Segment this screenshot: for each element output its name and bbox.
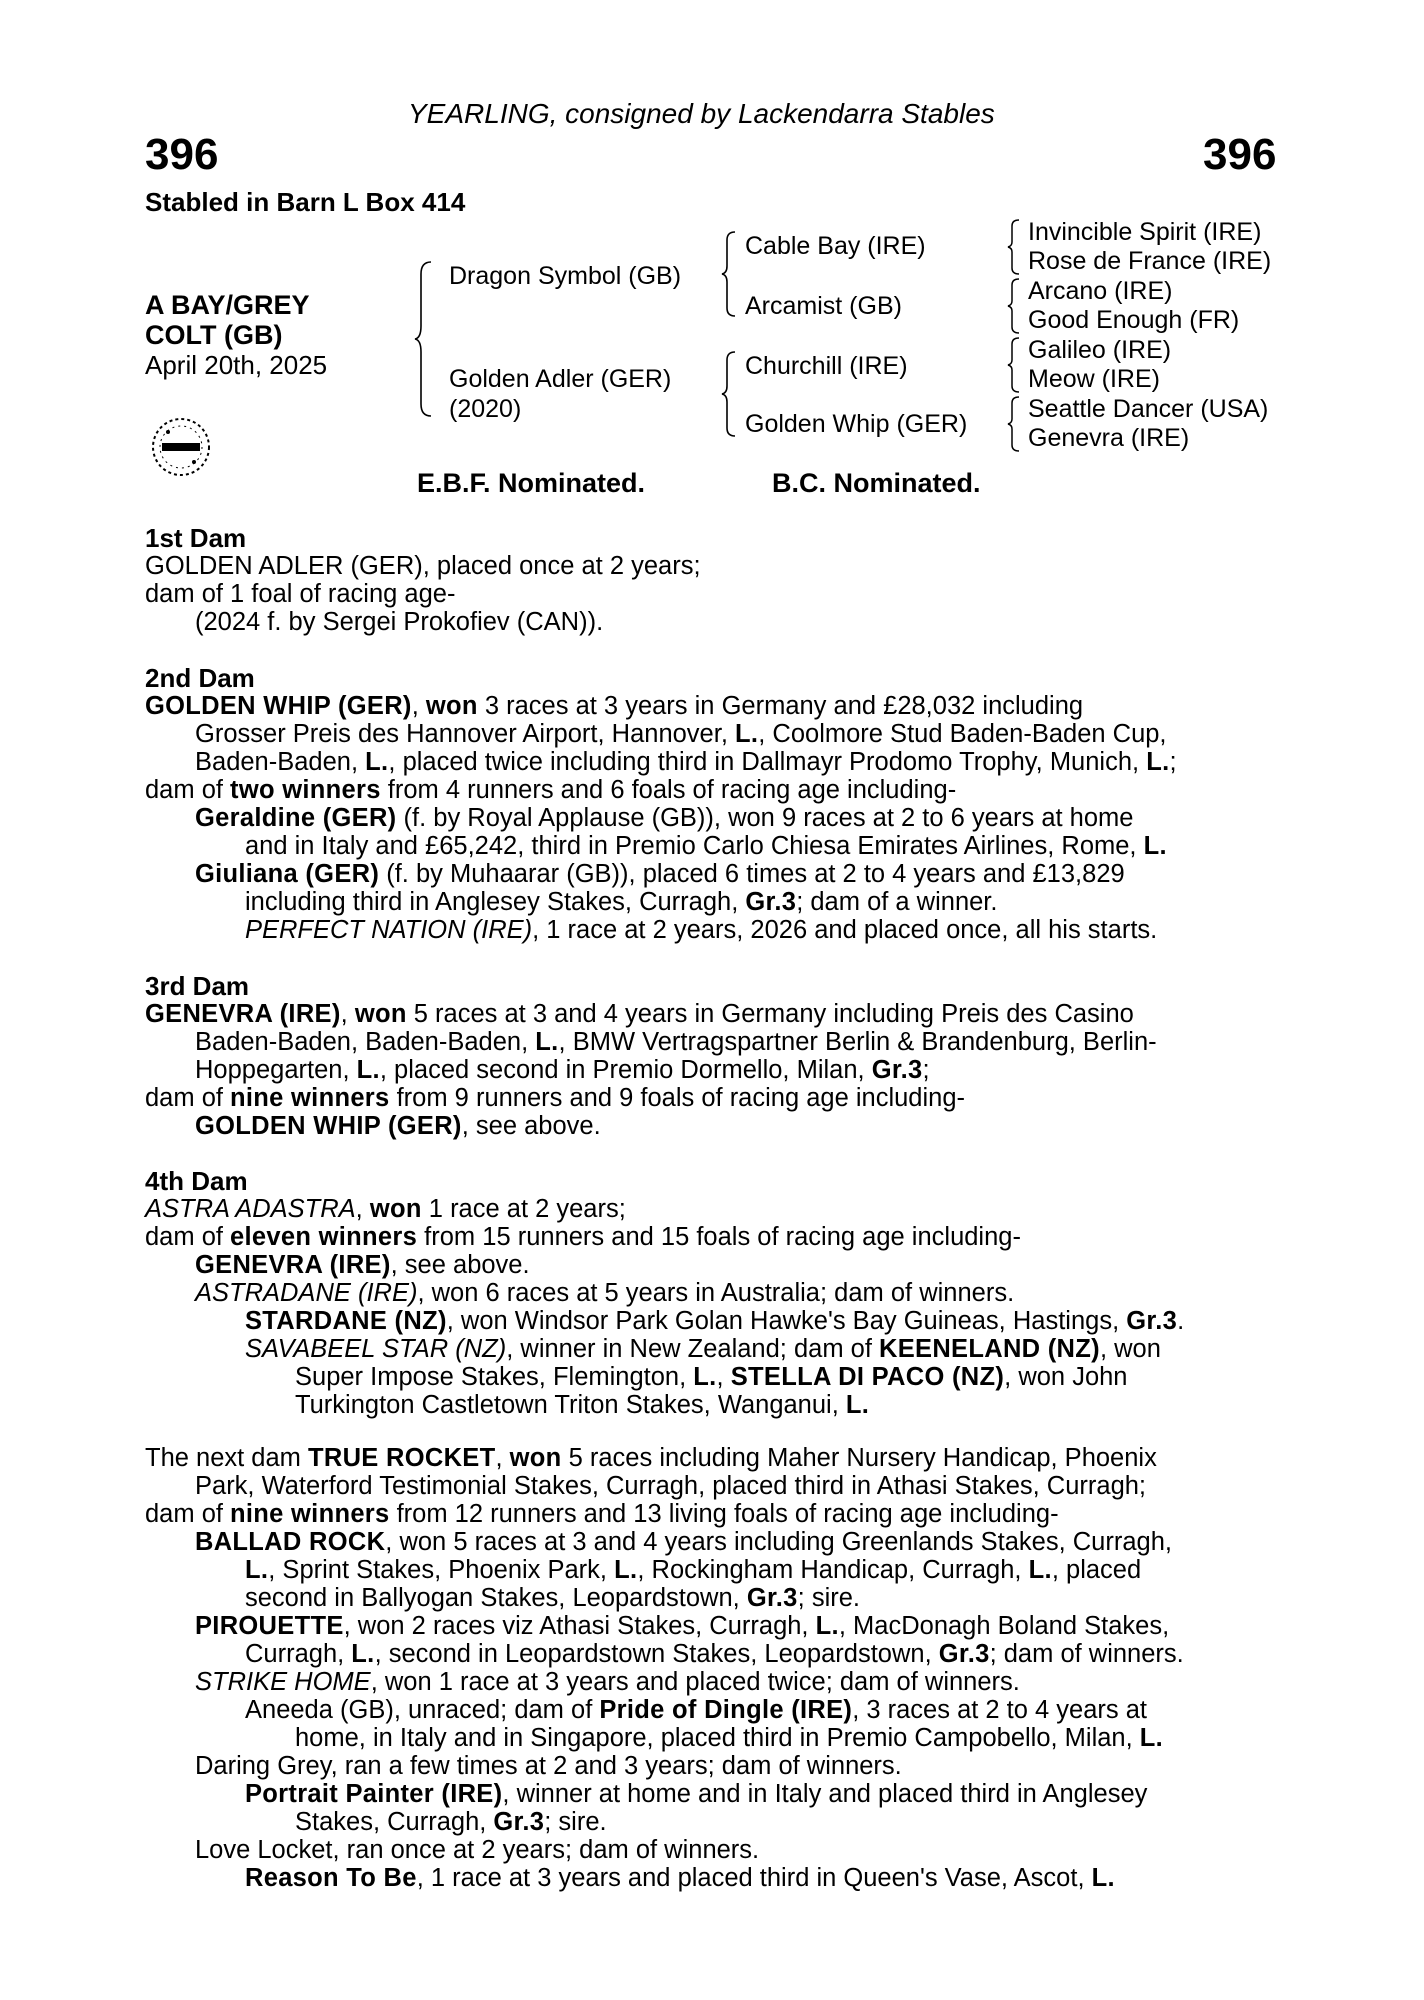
dam-line: Grosser Preis des Hannover Airport, Hannover, L., Coolmore Stud Baden-Baden Cup,	[195, 720, 1167, 748]
section-title: 1st Dam	[145, 523, 247, 553]
dam-dam: Golden Whip (GER)	[745, 410, 968, 438]
grandsire-2: Arcano (IRE)	[1028, 277, 1173, 305]
granddam-1: Rose de France (IRE)	[1028, 247, 1272, 275]
produce-line: PERFECT NATION (IRE), 1 race at 2 years, 2026 and placed once, all his starts.	[245, 916, 1158, 944]
section-title: 3rd Dam	[145, 971, 250, 1001]
produce-line: home, in Italy and in Singapore, placed third in Premio Campobello, Milan, L.	[295, 1724, 1164, 1752]
pedigree-brace-g4	[1006, 395, 1022, 453]
produce-line: and in Italy and £65,242, third in Premio Carlo Chiesa Emirates Airlines, Rome, L.	[245, 832, 1167, 860]
consignor-line: YEARLING, consigned by Lackendarra Stables	[408, 98, 995, 129]
dam-line: GENEVRA (IRE), won 5 races at 3 and 4 years in Germany including Preis des Casino	[145, 1000, 1134, 1028]
dam-line: Park, Waterford Testimonial Stakes, Curragh, placed third in Athasi Stakes, Curragh;	[195, 1472, 1147, 1500]
pedigree-brace-g1	[1006, 218, 1022, 276]
produce-line: STRIKE HOME, won 1 race at 3 years and placed twice; dam of winners.	[195, 1668, 1020, 1696]
sire-dam: Arcamist (GB)	[745, 292, 902, 320]
first-dam-section	[145, 524, 1295, 636]
produce-line: Reason To Be, 1 race at 3 years and placed third in Queen's Vase, Ascot, L.	[245, 1864, 1115, 1892]
produce-line: GOLDEN WHIP (GER), see above.	[195, 1112, 601, 1140]
pedigree-brace-main	[413, 260, 435, 418]
produce-line: GENEVRA (IRE), see above.	[195, 1251, 530, 1279]
grandsire-4: Seattle Dancer (USA)	[1028, 395, 1269, 423]
produce-line: Portrait Painter (IRE), winner at home and in Italy and placed third in Anglesey	[245, 1780, 1148, 1808]
third-dam-section	[145, 972, 1295, 1140]
sale-stamp-icon	[148, 412, 214, 482]
stable-location: Stabled in Barn L Box 414	[145, 187, 466, 217]
dam-line: GOLDEN ADLER (GER), placed once at 2 years;	[145, 552, 701, 580]
granddam-3: Meow (IRE)	[1028, 365, 1160, 393]
fourth-dam-section	[145, 1167, 1295, 1419]
dam-line: GOLDEN WHIP (GER), won 3 races at 3 years in Germany and £28,032 including	[145, 692, 1084, 720]
produce-line: Stakes, Curragh, Gr.3; sire.	[295, 1808, 607, 1836]
produce-line: Geraldine (GER) (f. by Royal Applause (GB)), won 9 races at 2 to 6 years at home	[195, 804, 1134, 832]
ebf-nomination: E.B.F. Nominated.	[417, 468, 646, 498]
second-dam-section	[145, 664, 1295, 944]
produce-line: Turkington Castletown Triton Stakes, Wanganui, L.	[295, 1391, 870, 1419]
produce-line: STARDANE (NZ), won Windsor Park Golan Hawke's Bay Guineas, Hastings, Gr.3.	[245, 1307, 1185, 1335]
dam-year: (2020)	[449, 395, 522, 423]
lot-number-left: 396	[145, 130, 219, 179]
produce-line: Curragh, L., second in Leopardstown Stakes, Leopardstown, Gr.3; dam of winners.	[245, 1640, 1184, 1668]
produce-line: Giuliana (GER) (f. by Muhaarar (GB)), placed 6 times at 2 to 4 years and £13,829	[195, 860, 1125, 888]
produce-line: PIROUETTE, won 2 races viz Athasi Stakes, Curragh, L., MacDonagh Boland Stakes,	[195, 1612, 1170, 1640]
grandsire-1: Invincible Spirit (IRE)	[1028, 218, 1262, 246]
produce-line: Aneeda (GB), unraced; dam of Pride of Dingle (IRE), 3 races at 2 to 4 years at	[245, 1696, 1148, 1724]
dam-line: Baden-Baden, Baden-Baden, L., BMW Vertragspartner Berlin & Brandenburg, Berlin-	[195, 1028, 1157, 1056]
produce-line: second in Ballyogan Stakes, Leopardstown, Gr.3; sire.	[245, 1584, 860, 1612]
dam-line: dam of eleven winners from 15 runners and 15 foals of racing age including-	[145, 1223, 1021, 1251]
produce-line: (2024 f. by Sergei Prokofiev (CAN)).	[195, 608, 604, 636]
dam-line: Baden-Baden, L., placed twice including third in Dallmayr Prodomo Trophy, Munich, L.;	[195, 748, 1177, 776]
dam-line: dam of nine winners from 9 runners and 9 foals of racing age including-	[145, 1084, 966, 1112]
horse-description-line2: COLT (GB)	[145, 320, 283, 350]
sire-sire: Cable Bay (IRE)	[745, 232, 926, 260]
pedigree-brace-g3	[1006, 336, 1022, 394]
produce-line: Love Locket, ran once at 2 years; dam of winners.	[195, 1836, 760, 1864]
pedigree-brace-dam	[720, 350, 738, 438]
granddam-2: Good Enough (FR)	[1028, 306, 1240, 334]
foaling-date: April 20th, 2025	[145, 350, 328, 380]
granddam-4: Genevra (IRE)	[1028, 424, 1190, 452]
produce-line: Daring Grey, ran a few times at 2 and 3 years; dam of winners.	[195, 1752, 902, 1780]
section-title: 4th Dam	[145, 1166, 248, 1196]
produce-line: including third in Anglesey Stakes, Curragh, Gr.3; dam of a winner.	[245, 888, 998, 916]
produce-line: Super Impose Stakes, Flemington, L., STELLA DI PACO (NZ), won John	[295, 1363, 1128, 1391]
dam-line: dam of nine winners from 12 runners and 13 living foals of racing age including-	[145, 1500, 1059, 1528]
horse-description-line1: A BAY/GREY	[145, 290, 310, 320]
produce-line: BALLAD ROCK, won 5 races at 3 and 4 years including Greenlands Stakes, Curragh,	[195, 1528, 1172, 1556]
dam-line: ASTRA ADASTRA, won 1 race at 2 years;	[145, 1195, 626, 1223]
dam-line: The next dam TRUE ROCKET, won 5 races including Maher Nursery Handicap, Phoenix	[145, 1444, 1157, 1472]
section-title: 2nd Dam	[145, 663, 255, 693]
sire: Dragon Symbol (GB)	[449, 262, 682, 290]
pedigree-brace-sire	[720, 230, 738, 318]
produce-line: ASTRADANE (IRE), won 6 races at 5 years in Australia; dam of winners.	[195, 1279, 1015, 1307]
next-dam-section	[145, 1444, 1295, 1892]
produce-line: SAVABEEL STAR (NZ), winner in New Zealand; dam of KEENELAND (NZ), won	[245, 1335, 1161, 1363]
pedigree-brace-g2	[1006, 277, 1022, 335]
dam-line: Hoppegarten, L., placed second in Premio Dormello, Milan, Gr.3;	[195, 1056, 930, 1084]
grandsire-3: Galileo (IRE)	[1028, 336, 1172, 364]
bc-nomination: B.C. Nominated.	[772, 468, 981, 498]
produce-line: L., Sprint Stakes, Phoenix Park, L., Rockingham Handicap, Curragh, L., placed	[245, 1556, 1142, 1584]
dam-line: dam of two winners from 4 runners and 6 foals of racing age including-	[145, 776, 957, 804]
lot-number-right: 396	[1203, 130, 1277, 179]
dam: Golden Adler (GER)	[449, 365, 672, 393]
dam-sire: Churchill (IRE)	[745, 352, 908, 380]
dam-line: dam of 1 foal of racing age-	[145, 580, 456, 608]
